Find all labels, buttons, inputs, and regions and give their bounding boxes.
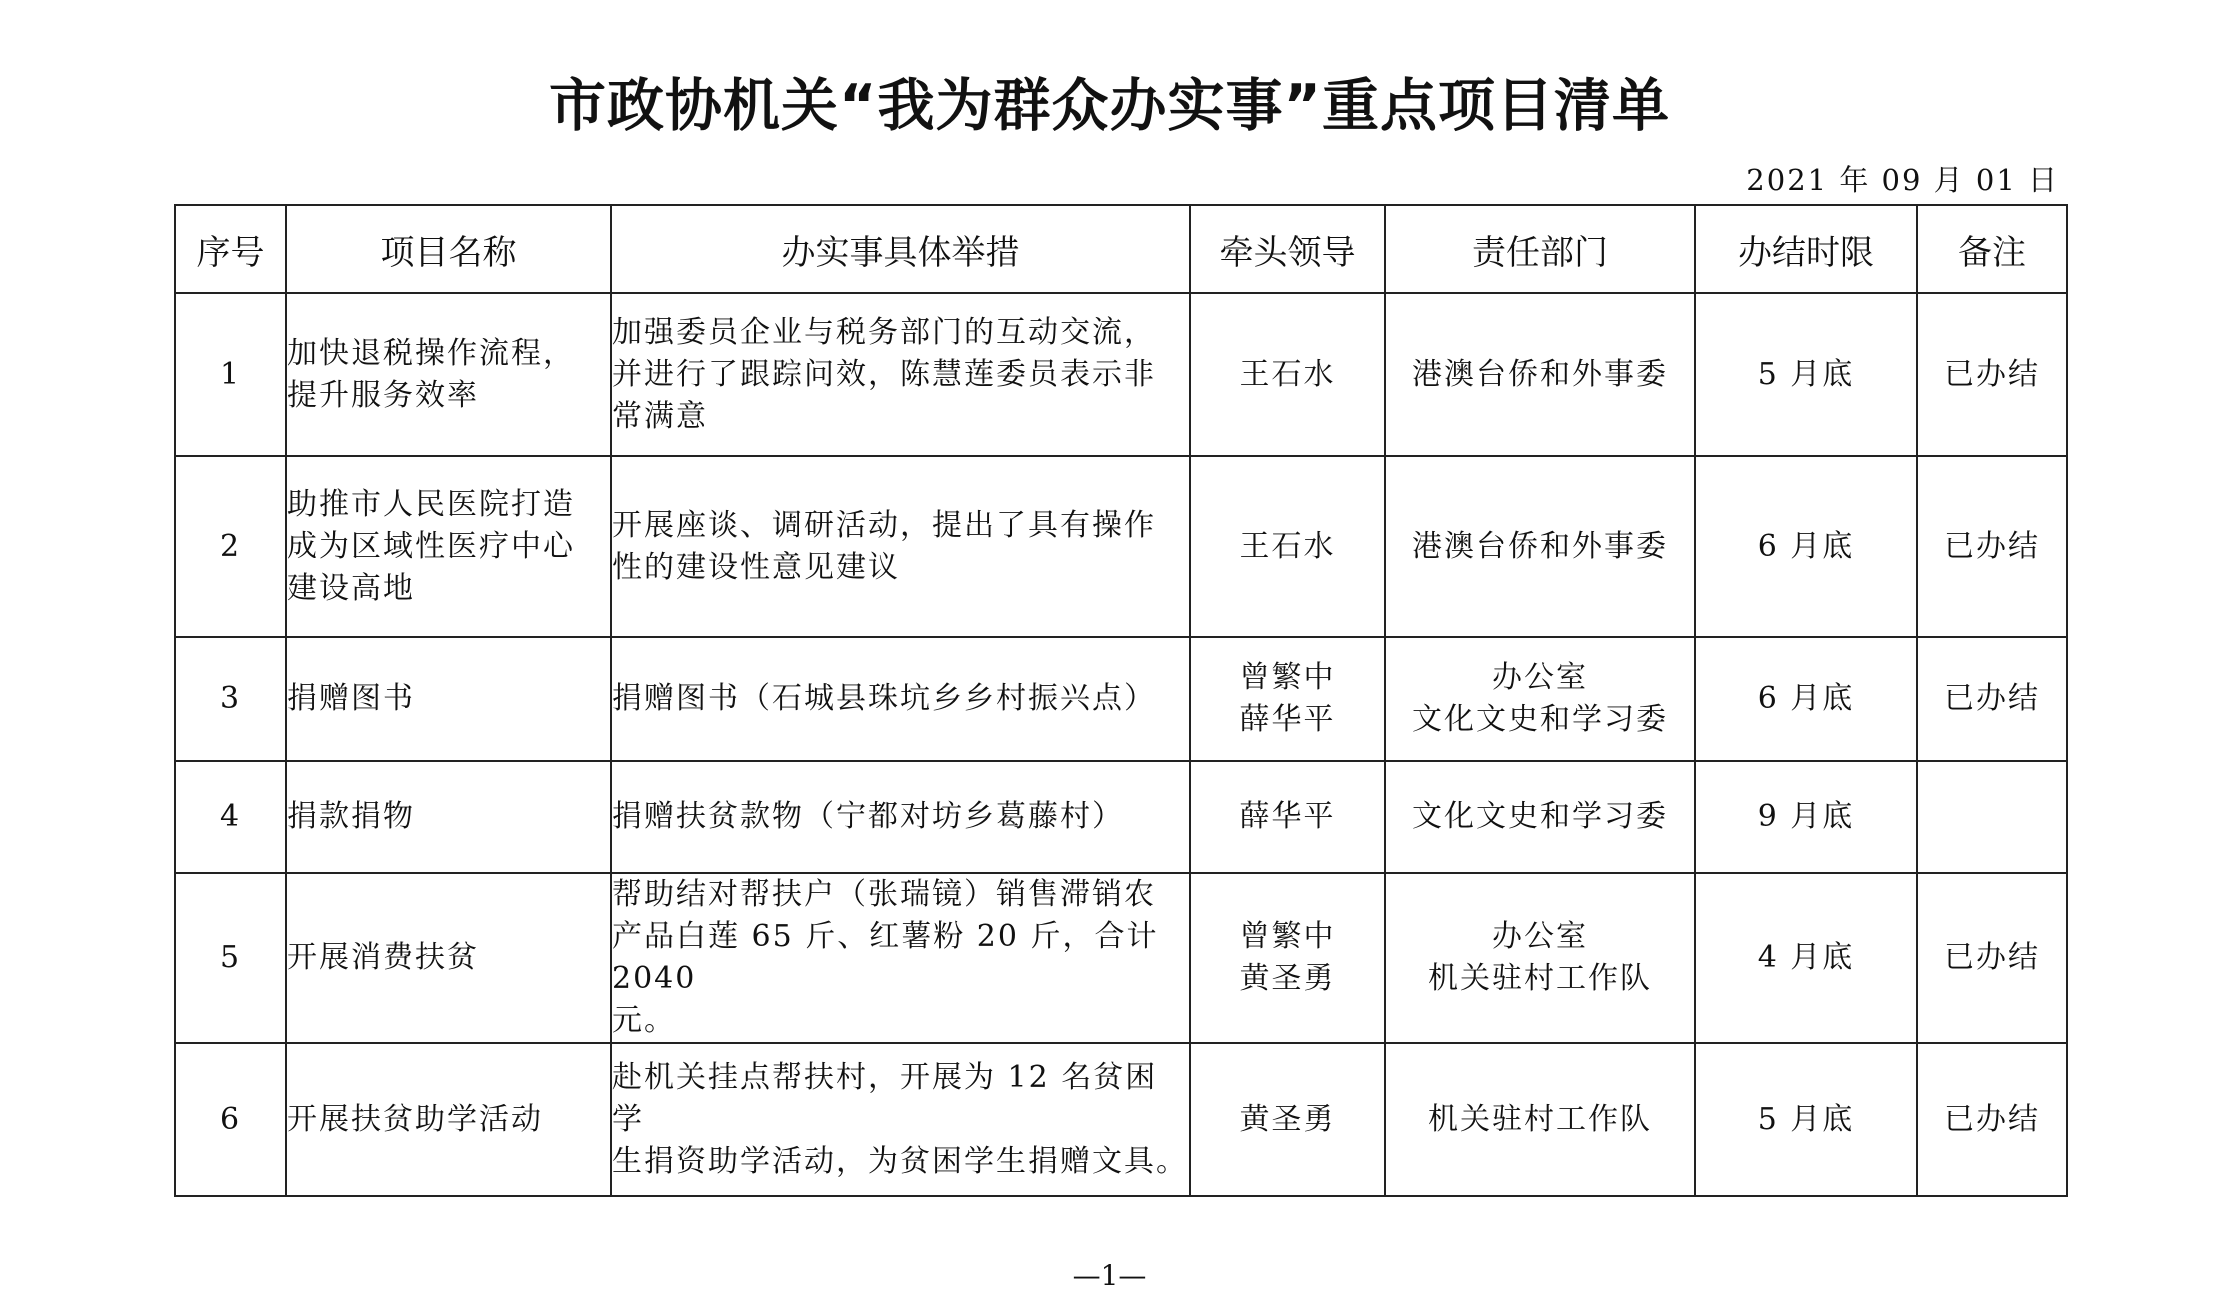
cell-note bbox=[1917, 761, 2067, 873]
cell-name bbox=[286, 293, 611, 456]
cell-no: 4 bbox=[175, 761, 286, 873]
cell-text-line: 性的建设性意见建议 bbox=[612, 549, 900, 585]
cell-leader bbox=[1190, 873, 1385, 1043]
cell-note: 已办结 bbox=[1917, 1043, 2067, 1196]
cell-text-line: 黄圣勇 bbox=[1239, 961, 1336, 996]
table-row bbox=[175, 761, 2067, 873]
table-row bbox=[175, 1043, 2067, 1196]
cell-leader bbox=[1190, 293, 1385, 456]
page-number: —1— bbox=[1072, 1259, 1147, 1292]
cell-text-line: 开展扶贫助学活动 bbox=[287, 1101, 543, 1137]
table-row bbox=[175, 293, 2067, 456]
cell-text-line: 办公室 bbox=[1492, 919, 1588, 954]
cell-text-line: 元。 bbox=[612, 1003, 676, 1038]
cell-text-line: 建设高地 bbox=[287, 570, 415, 606]
cell-text-line: 赴机关挂点帮扶村，开展为 12 名贫困学 bbox=[612, 1059, 1158, 1137]
cell-text-line: 文化文史和学习委 bbox=[1412, 702, 1668, 737]
cell-text-line: 港澳台侨和外事委 bbox=[1412, 528, 1668, 564]
header-cell-name: 项目名称 bbox=[286, 205, 611, 293]
cell-deadline: 5 月底 bbox=[1695, 1043, 1917, 1196]
cell-text-line: 办公室 bbox=[1492, 660, 1588, 695]
cell-text-line: 机关驻村工作队 bbox=[1428, 1101, 1652, 1137]
cell-dept bbox=[1385, 1043, 1695, 1196]
cell-text-line: 捐赠图书 bbox=[287, 681, 415, 716]
cell-text-line: 曾繁中 bbox=[1239, 660, 1336, 695]
header-cell-no: 序号 bbox=[175, 205, 286, 293]
document-date: 2021 年 09 月 01 日 bbox=[1746, 163, 2059, 197]
cell-text-line: 常满意 bbox=[612, 398, 708, 434]
cell-name bbox=[286, 637, 611, 761]
cell-text-line: 帮助结对帮扶户（张瑞镜）销售滞销农 bbox=[612, 877, 1156, 912]
table-header-row bbox=[175, 205, 2067, 293]
cell-note: 已办结 bbox=[1917, 456, 2067, 637]
cell-text-line: 开展消费扶贫 bbox=[287, 940, 479, 975]
cell-text-line: 加快退税操作流程， bbox=[287, 335, 575, 371]
cell-text-line: 机关驻村工作队 bbox=[1428, 961, 1652, 996]
cell-measure bbox=[611, 1043, 1190, 1196]
header-cell-leader: 牵头领导 bbox=[1190, 205, 1385, 293]
cell-text-line: 捐款捐物 bbox=[287, 799, 415, 834]
cell-text-line: 薛华平 bbox=[1239, 702, 1336, 737]
cell-dept bbox=[1385, 873, 1695, 1043]
cell-text-line: 王石水 bbox=[1239, 356, 1336, 392]
cell-leader bbox=[1190, 456, 1385, 637]
table-row bbox=[175, 873, 2067, 1043]
cell-name bbox=[286, 873, 611, 1043]
cell-text-line: 成为区域性医疗中心 bbox=[287, 528, 575, 564]
cell-text-line: 港澳台侨和外事委 bbox=[1412, 356, 1668, 392]
cell-deadline: 9 月底 bbox=[1695, 761, 1917, 873]
cell-text-line: 曾繁中 bbox=[1239, 919, 1336, 954]
cell-deadline: 4 月底 bbox=[1695, 873, 1917, 1043]
table-row bbox=[175, 456, 2067, 637]
cell-no: 5 bbox=[175, 873, 286, 1043]
cell-no: 2 bbox=[175, 456, 286, 637]
cell-no: 1 bbox=[175, 293, 286, 456]
cell-dept bbox=[1385, 761, 1695, 873]
header-cell-measure: 办实事具体举措 bbox=[611, 205, 1190, 293]
header-cell-deadline: 办结时限 bbox=[1695, 205, 1917, 293]
cell-text-line: 开展座谈、调研活动，提出了具有操作 bbox=[612, 507, 1156, 543]
cell-text-line: 产品白莲 65 斤、红薯粉 20 斤，合计 2040 bbox=[612, 919, 1159, 996]
cell-text-line: 文化文史和学习委 bbox=[1412, 799, 1668, 834]
cell-leader bbox=[1190, 637, 1385, 761]
cell-text-line: 黄圣勇 bbox=[1239, 1101, 1336, 1137]
cell-text-line: 捐赠图书（石城县珠坑乡乡村振兴点） bbox=[612, 681, 1156, 716]
cell-text-line: 助推市人民医院打造 bbox=[287, 486, 575, 522]
cell-measure bbox=[611, 456, 1190, 637]
cell-measure bbox=[611, 293, 1190, 456]
cell-no: 3 bbox=[175, 637, 286, 761]
cell-text-line: 捐赠扶贫款物（宁都对坊乡葛藤村） bbox=[612, 799, 1124, 834]
header-cell-note: 备注 bbox=[1917, 205, 2067, 293]
table-row bbox=[175, 637, 2067, 761]
cell-measure bbox=[611, 761, 1190, 873]
cell-note: 已办结 bbox=[1917, 873, 2067, 1043]
cell-name bbox=[286, 456, 611, 637]
cell-deadline: 5 月底 bbox=[1695, 293, 1917, 456]
cell-text-line: 并进行了跟踪问效，陈慧莲委员表示非 bbox=[612, 356, 1156, 392]
cell-text-line: 提升服务效率 bbox=[287, 377, 479, 413]
page-title: 市政协机关“我为群众办实事”重点项目清单 bbox=[549, 73, 1670, 139]
cell-measure bbox=[611, 637, 1190, 761]
project-table bbox=[174, 204, 2068, 1197]
cell-dept bbox=[1385, 637, 1695, 761]
cell-text-line: 薛华平 bbox=[1239, 799, 1336, 834]
cell-deadline: 6 月底 bbox=[1695, 637, 1917, 761]
cell-dept bbox=[1385, 293, 1695, 456]
cell-text-line: 生捐资助学活动，为贫困学生捐赠文具。 bbox=[612, 1143, 1188, 1179]
cell-dept bbox=[1385, 456, 1695, 637]
cell-text-line: 加强委员企业与税务部门的互动交流， bbox=[612, 314, 1156, 350]
cell-leader bbox=[1190, 1043, 1385, 1196]
cell-note: 已办结 bbox=[1917, 293, 2067, 456]
cell-name bbox=[286, 761, 611, 873]
cell-note: 已办结 bbox=[1917, 637, 2067, 761]
cell-name bbox=[286, 1043, 611, 1196]
cell-text-line: 王石水 bbox=[1239, 528, 1336, 564]
cell-no: 6 bbox=[175, 1043, 286, 1196]
cell-measure bbox=[611, 873, 1190, 1043]
cell-leader bbox=[1190, 761, 1385, 873]
header-cell-dept: 责任部门 bbox=[1385, 205, 1695, 293]
cell-deadline: 6 月底 bbox=[1695, 456, 1917, 637]
